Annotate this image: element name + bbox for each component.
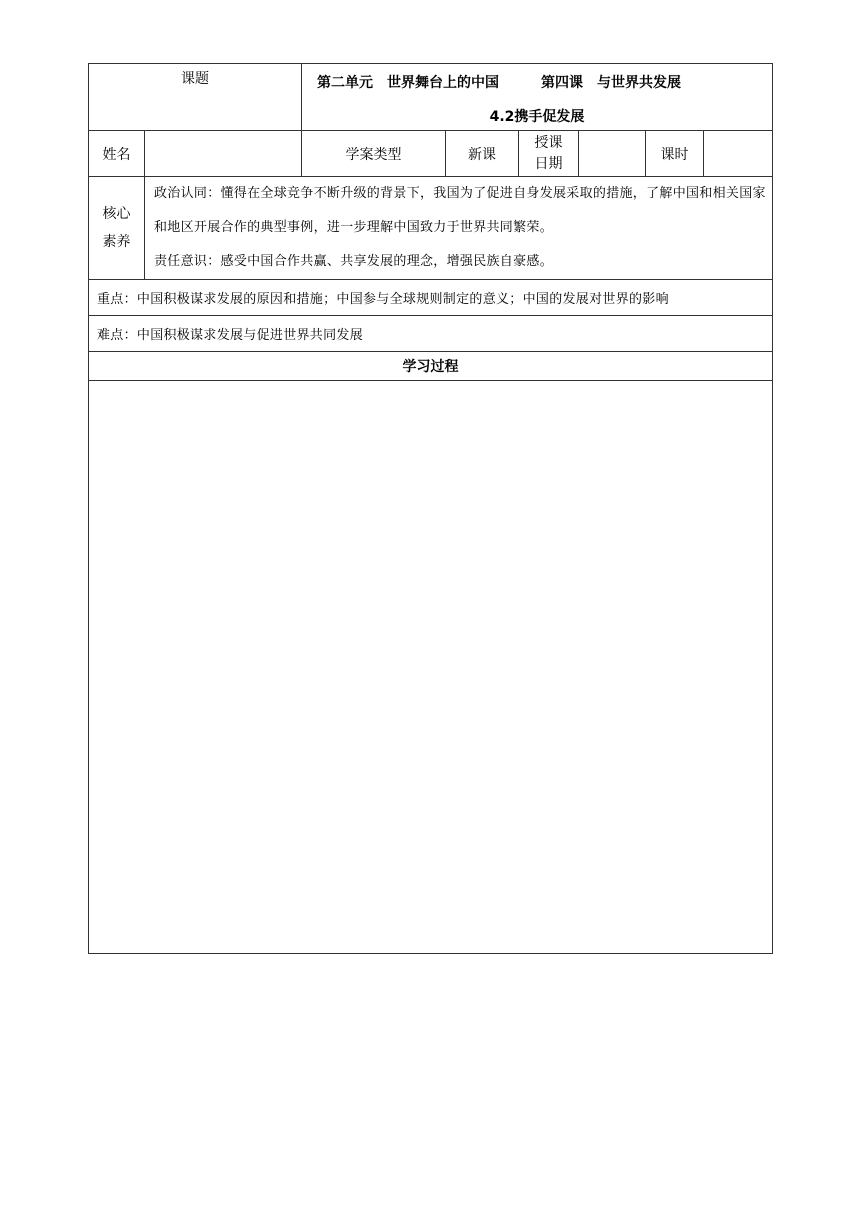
process-content-area[interactable] — [89, 381, 773, 954]
date-label-line1: 授课 — [534, 134, 563, 151]
date-value[interactable] — [579, 131, 646, 177]
type-value: 新课 — [446, 131, 519, 177]
core-literacy-label-line1: 核心 — [102, 206, 131, 222]
date-label-line2: 日期 — [534, 155, 563, 172]
process-heading: 学习过程 — [89, 352, 773, 381]
period-value[interactable] — [704, 131, 773, 177]
unit-title: 第二单元 世界舞台上的中国 第四课 与世界共发展 — [317, 75, 681, 91]
responsibility-text: 责任意识：感受中国合作共赢、共享发展的理念，增强民族自豪感。 — [154, 254, 554, 269]
topic-value-cell — [302, 64, 773, 131]
name-value[interactable] — [145, 131, 302, 177]
lesson-plan-table — [88, 63, 773, 954]
key-point: 重点：中国积极谋求发展的原因和措施；中国参与全球规则制定的意义；中国的发展对世界的影响 — [89, 280, 773, 316]
core-literacy-content — [145, 177, 773, 280]
period-label: 课时 — [646, 131, 704, 177]
date-label — [519, 131, 579, 177]
political-identity-text: 政治认同：懂得在全球竞争不断升级的背景下，我国为了促进自身发展采取的措施，了解中国和相关国家和地区开展合作的典型事例，进一步理解中国致力于世界共同繁荣。 — [154, 186, 766, 235]
core-literacy-label-line2: 素养 — [102, 234, 131, 250]
type-label: 学案类型 — [302, 131, 446, 177]
lesson-title: 4.2携手促发展 — [489, 109, 585, 125]
topic-label-cell — [89, 64, 302, 131]
name-label: 姓名 — [89, 131, 145, 177]
core-literacy-label — [89, 177, 145, 280]
difficult-point: 难点：中国积极谋求发展与促进世界共同发展 — [89, 316, 773, 352]
topic-label: 课题 — [181, 71, 209, 87]
